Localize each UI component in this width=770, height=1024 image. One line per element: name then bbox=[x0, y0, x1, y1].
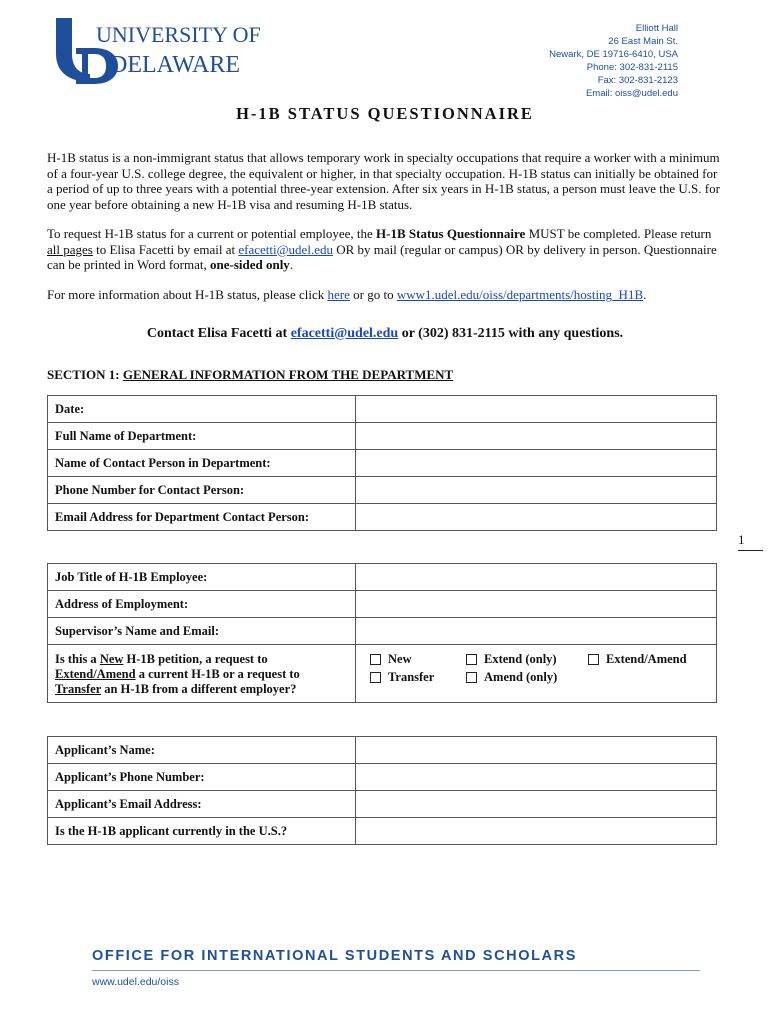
contact-email-link[interactable]: efacetti@udel.edu bbox=[290, 326, 399, 341]
field-label: Full Name of Department: bbox=[48, 423, 356, 450]
table-row bbox=[48, 737, 717, 764]
field-label: Applicant’s Phone Number: bbox=[48, 764, 356, 791]
address-fax: Fax: 302-831-2123 bbox=[597, 75, 678, 86]
department-info-table bbox=[47, 395, 717, 531]
department-email-field[interactable] bbox=[356, 504, 717, 531]
option-new[interactable]: New bbox=[370, 652, 466, 667]
checkbox[interactable] bbox=[588, 654, 599, 665]
applicant-info-table bbox=[47, 736, 717, 845]
field-label: Phone Number for Contact Person: bbox=[48, 477, 356, 504]
field-label: Email Address for Department Contact Person: bbox=[48, 504, 356, 531]
intro-paragraph-3: For more information about H-1B status, please click here or go to www1.udel.edu/oiss/departments/hosting_H1B. bbox=[47, 287, 647, 302]
questionnaire-name: H-1B Status Questionnaire bbox=[376, 226, 526, 241]
contact-person-field[interactable] bbox=[356, 450, 717, 477]
job-title-field[interactable] bbox=[356, 564, 717, 591]
petition-type-options bbox=[356, 645, 717, 703]
field-label: Name of Contact Person in Department: bbox=[48, 450, 356, 477]
table-row bbox=[48, 591, 717, 618]
field-label: Address of Employment: bbox=[48, 591, 356, 618]
department-name-field[interactable] bbox=[356, 423, 717, 450]
address-email: Email: oiss@udel.edu bbox=[585, 88, 678, 99]
table-row bbox=[48, 396, 717, 423]
address-line: Elliott Hall bbox=[635, 23, 678, 34]
footer-url[interactable]: www.udel.edu/oiss bbox=[92, 976, 179, 988]
date-field[interactable] bbox=[356, 396, 717, 423]
checkbox[interactable] bbox=[466, 654, 477, 665]
logo-text-university: UNIVERSITY OF bbox=[96, 22, 261, 47]
footer-divider bbox=[92, 970, 700, 971]
employment-info-table bbox=[47, 563, 717, 703]
table-row bbox=[48, 645, 717, 703]
section-1-heading: SECTION 1: GENERAL INFORMATION FROM THE DEPARTMENT bbox=[47, 367, 454, 382]
address-line: 26 East Main St. bbox=[608, 36, 678, 47]
checkbox[interactable] bbox=[370, 654, 381, 665]
option-amend-only[interactable]: Amend (only) bbox=[466, 670, 588, 685]
applicant-name-field[interactable] bbox=[356, 737, 717, 764]
option-transfer[interactable]: Transfer bbox=[370, 670, 466, 685]
table-row bbox=[48, 504, 717, 531]
table-row bbox=[48, 791, 717, 818]
option-extend-amend[interactable]: Extend/Amend bbox=[588, 652, 698, 667]
address-phone: Phone: 302-831-2115 bbox=[586, 62, 678, 73]
applicant-in-us-field[interactable] bbox=[356, 818, 717, 845]
field-label: Supervisor’s Name and Email: bbox=[48, 618, 356, 645]
applicant-phone-field[interactable] bbox=[356, 764, 717, 791]
table-row bbox=[48, 477, 717, 504]
office-address bbox=[549, 22, 678, 100]
option-extend-only[interactable]: Extend (only) bbox=[466, 652, 588, 667]
field-label: Job Title of H-1B Employee: bbox=[48, 564, 356, 591]
table-row bbox=[48, 818, 717, 845]
field-label: Date: bbox=[48, 396, 356, 423]
footer-office-name: OFFICE FOR INTERNATIONAL STUDENTS AND SCHOLARS bbox=[92, 948, 577, 964]
page-number: 1 bbox=[738, 532, 745, 547]
petition-type-question: Is this a New H-1B petition, a request to Extend/Amend a current H-1B or a request to Transfer an H-1B from a different employer? bbox=[48, 645, 356, 703]
page-number-rule bbox=[738, 550, 763, 551]
table-row bbox=[48, 450, 717, 477]
employment-address-field[interactable] bbox=[356, 591, 717, 618]
supervisor-field[interactable] bbox=[356, 618, 717, 645]
hosting-h1b-link[interactable]: www1.udel.edu/oiss/departments/hosting_H1B bbox=[396, 287, 644, 302]
field-label: Is the H-1B applicant currently in the U.S.? bbox=[48, 818, 356, 845]
contact-line: Contact Elisa Facetti at efacetti@udel.edu or (302) 831-2115 with any questions. bbox=[146, 326, 624, 341]
table-row bbox=[48, 764, 717, 791]
field-label: Applicant’s Email Address: bbox=[48, 791, 356, 818]
contact-phone-field[interactable] bbox=[356, 477, 717, 504]
table-row bbox=[48, 564, 717, 591]
document-title: H-1B STATUS QUESTIONNAIRE bbox=[236, 104, 534, 123]
intro-paragraph-1: H-1B status is a non-immigrant status that allows temporary work in specialty occupations that require a worker with a minimum of a four-year U.S. college degree, the equivalent or higher, in that specialty occupation. H-1B status can initially be obtained for a period of up to three years with a potential three-year extension. After six years in H-1B status, a person must leave the U.S. for one year before obtaining a new H-1B visa and resuming H-1B status. bbox=[47, 150, 720, 212]
university-logo bbox=[52, 14, 261, 86]
table-row bbox=[48, 618, 717, 645]
checkbox[interactable] bbox=[370, 672, 381, 683]
address-line: Newark, DE 19716-6410, USA bbox=[549, 49, 678, 60]
checkbox[interactable] bbox=[466, 672, 477, 683]
intro-paragraph-2: To request H-1B status for a current or potential employee, the H-1B Status Questionnaire MUST be completed. Please return all pages to Elisa Facetti by email at efacetti@udel.edu OR by mail (regular or campus) OR by delivery in person. Questionnaire can be printed in Word format, one-sided only. bbox=[47, 226, 717, 272]
table-row bbox=[48, 423, 717, 450]
field-label: Applicant’s Name: bbox=[48, 737, 356, 764]
here-link[interactable]: here bbox=[327, 287, 350, 302]
logo-text-delaware: DELAWARE bbox=[110, 52, 241, 78]
email-link[interactable]: efacetti@udel.edu bbox=[238, 241, 333, 257]
applicant-email-field[interactable] bbox=[356, 791, 717, 818]
